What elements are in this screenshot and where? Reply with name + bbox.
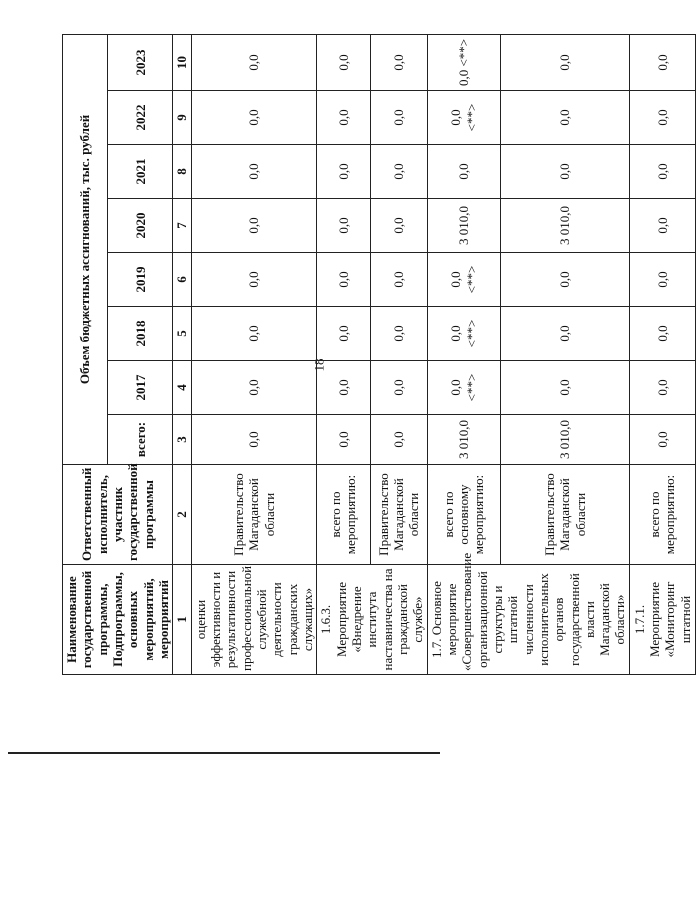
row-value: 3 010,0 — [427, 199, 500, 253]
row-value: 0,0 — [370, 34, 427, 90]
table-row — [191, 34, 317, 674]
row-value: 0,0 — [629, 91, 695, 145]
row-name: 1.7.1. Мероприятие «Мониторинг штатной — [629, 565, 695, 675]
row-value: 0,0 — [500, 145, 629, 199]
row-value: 0,0 — [370, 415, 427, 465]
header-year: 2019 — [108, 253, 173, 307]
budget-table — [62, 34, 696, 675]
row-value: 0,0 — [370, 199, 427, 253]
table-row — [629, 34, 695, 674]
row-value: 0,0 — [370, 91, 427, 145]
col-number: 7 — [173, 199, 191, 253]
header-year: 2018 — [108, 307, 173, 361]
row-value: 0,0 — [500, 361, 629, 415]
rotated-table-container — [62, 35, 693, 675]
row-value: 3 010,0 — [427, 415, 500, 465]
page-number: 18 — [311, 358, 327, 372]
row-value: 0,0 — [370, 253, 427, 307]
row-value: 0,0 — [629, 415, 695, 465]
table-row — [427, 34, 500, 674]
row-value: 0,0 <**> — [427, 34, 500, 90]
row-value: 0,0 — [629, 253, 695, 307]
row-value: 0,0 — [317, 145, 370, 199]
col-number: 2 — [173, 465, 191, 565]
row-value: 0,0 — [370, 145, 427, 199]
row-value: 0,0 — [500, 307, 629, 361]
row-name: оценки эффективности и результативности профессиональной служебной деятельности гражданских служащих» — [191, 565, 317, 675]
header-year: 2017 — [108, 361, 173, 415]
header-year: 2023 — [108, 34, 173, 90]
row-value: 0,0 — [317, 199, 370, 253]
row-value: 3 010,0 — [500, 415, 629, 465]
table-row — [317, 34, 370, 674]
row-value: 0,0 — [191, 91, 317, 145]
row-value: 0,0 — [191, 307, 317, 361]
col-number: 4 — [173, 361, 191, 415]
row-value: 0,0 <**> — [427, 253, 500, 307]
row-value: 0,0 — [629, 199, 695, 253]
row-value: 0,0 — [370, 307, 427, 361]
col-number: 3 — [173, 415, 191, 465]
row-value: 0,0 — [629, 34, 695, 90]
row-value: 0,0 — [317, 361, 370, 415]
header-total: всего: — [108, 415, 173, 465]
col-number: 9 — [173, 91, 191, 145]
row-value: 0,0 — [191, 253, 317, 307]
col-number: 6 — [173, 253, 191, 307]
row-name: 1.7. Основное мероприятие «Совершенствование организационной структуры и штатной численности исполнительных органов государственной власти Магаданской области» — [427, 565, 629, 675]
row-responsible: Правительство Магаданской области — [500, 465, 629, 565]
row-value: 0,0 — [191, 145, 317, 199]
header-budget: Объем бюджетных ассигнований, тыс. рублей — [63, 34, 108, 464]
row-value: 0,0 <**> — [427, 307, 500, 361]
row-responsible: Правительство Магаданской области — [370, 465, 427, 565]
row-value: 0,0 — [500, 91, 629, 145]
row-responsible: всего по мероприятию: — [629, 465, 695, 565]
row-value: 0,0 — [317, 91, 370, 145]
row-responsible: всего по основному мероприятию: — [427, 465, 500, 565]
row-value: 0,0 <**> — [427, 91, 500, 145]
header-year: 2022 — [108, 91, 173, 145]
row-value: 0,0 — [317, 253, 370, 307]
col-number: 1 — [173, 565, 191, 675]
row-value: 0,0 <**> — [427, 361, 500, 415]
header-year: 2021 — [108, 145, 173, 199]
row-name: 1.6.3. Мероприятие «Внедрение института наставничества на гражданской службе» — [317, 565, 427, 675]
row-value: 0,0 — [191, 34, 317, 90]
col-number: 5 — [173, 307, 191, 361]
row-value: 0,0 — [427, 145, 500, 199]
row-value: 0,0 — [629, 307, 695, 361]
row-responsible: Правительство Магаданской области — [191, 465, 317, 565]
row-value: 0,0 — [370, 361, 427, 415]
col-number: 10 — [173, 34, 191, 90]
row-value: 0,0 — [629, 361, 695, 415]
col-number: 8 — [173, 145, 191, 199]
row-value: 0,0 — [629, 145, 695, 199]
row-value: 0,0 — [317, 415, 370, 465]
row-value: 0,0 — [191, 361, 317, 415]
row-responsible: всего по мероприятию: — [317, 465, 370, 565]
header-name: Наименование государственной программы, Подпрограммы, основных мероприятий, мероприятий — [63, 565, 173, 675]
row-value: 0,0 — [317, 34, 370, 90]
bottom-rule — [8, 752, 440, 754]
row-value: 0,0 — [500, 34, 629, 90]
column-number-row — [173, 34, 191, 674]
row-value: 0,0 — [191, 199, 317, 253]
row-value: 0,0 — [191, 415, 317, 465]
row-value: 0,0 — [500, 253, 629, 307]
row-value: 3 010,0 — [500, 199, 629, 253]
header-year: 2020 — [108, 199, 173, 253]
header-responsible: Ответственный исполнитель, участник государственной программы — [63, 465, 173, 565]
row-value: 0,0 — [317, 307, 370, 361]
